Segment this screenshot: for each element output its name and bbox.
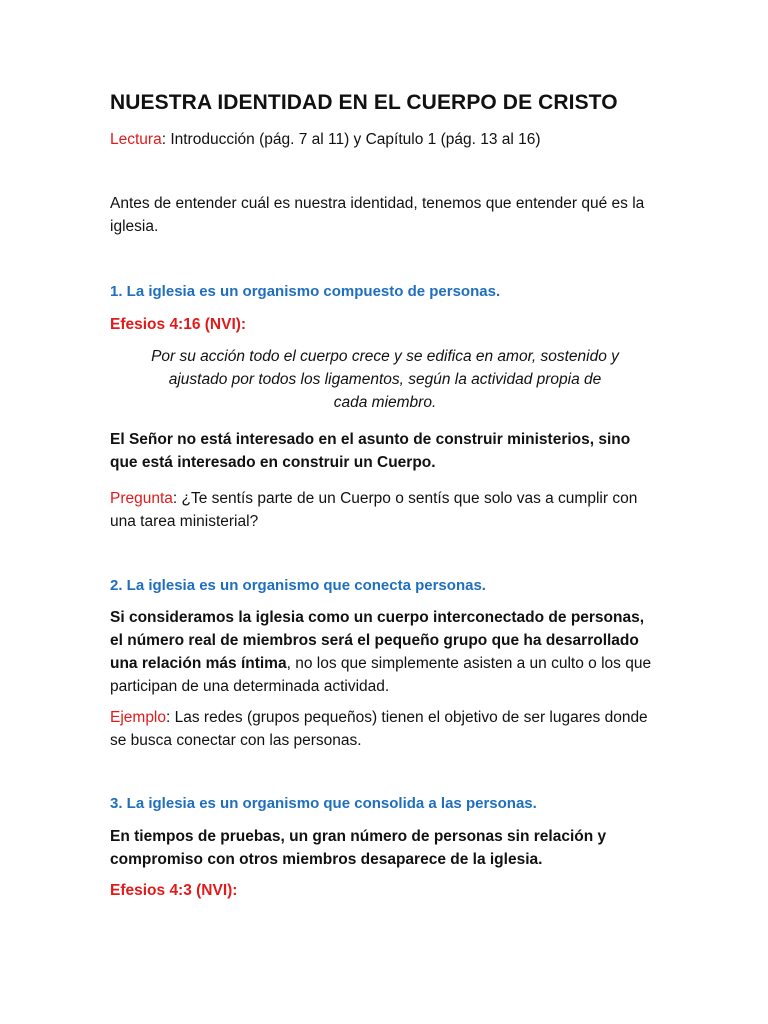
lectura-text: : Introducción (pág. 7 al 11) y Capítulo 1 (pág. 13 al 16) [161,131,541,148]
lectura-label: Lectura [110,131,162,148]
lectura-line [110,128,660,151]
section2-heading: 2. La iglesia es un organismo que conecta personas. [110,577,486,594]
section2-statement-rest: , no los que simplemente asisten a un culto o los que participan de una determinada actividad. [110,655,652,695]
section1-quote: Por su acción todo el cuerpo crece y se edifica en amor, sostenido y ajustado por todos los ligamentos, según la actividad propia de cada miembro. [151,348,619,411]
section2-statement [110,606,660,698]
intro-paragraph: Antes de entender cuál es nuestra identidad, tenemos que entender qué es la iglesia. [110,195,645,235]
section3-heading: 3. La iglesia es un organismo que consolida a las personas. [110,795,537,812]
page-title: NUESTRA IDENTIDAD EN EL CUERPO DE CRISTO [110,91,618,114]
section3-statement: En tiempos de pruebas, un gran número de personas sin relación y compromiso con otros miembros desaparece de la iglesia. [110,828,607,868]
section1-reference: Efesios 4:16 (NVI): [110,316,247,333]
example-text: : Las redes (grupos pequeños) tienen el objetivo de ser lugares donde se busca conectar con las personas. [110,709,648,749]
example-label: Ejemplo [110,709,166,726]
section1-statement: El Señor no está interesado en el asunto de construir ministerios, sino que está interesado en construir un Cuerpo. [110,431,631,471]
section2-example [110,706,660,752]
section1-heading: 1. La iglesia es un organismo compuesto de personas. [110,283,501,300]
question-text: : ¿Te sentís parte de un Cuerpo o sentís que solo vas a cumplir con una tarea ministerial? [110,490,638,530]
section2-statement-bold: Si consideramos la iglesia como un cuerpo interconectado de personas, el número real de miembros será el pequeño grupo que ha desarrollado una relación más íntima [110,609,645,672]
section1-question [110,487,660,533]
section3-reference: Efesios 4:3 (NVI): [110,882,238,899]
question-label: Pregunta [110,490,173,507]
